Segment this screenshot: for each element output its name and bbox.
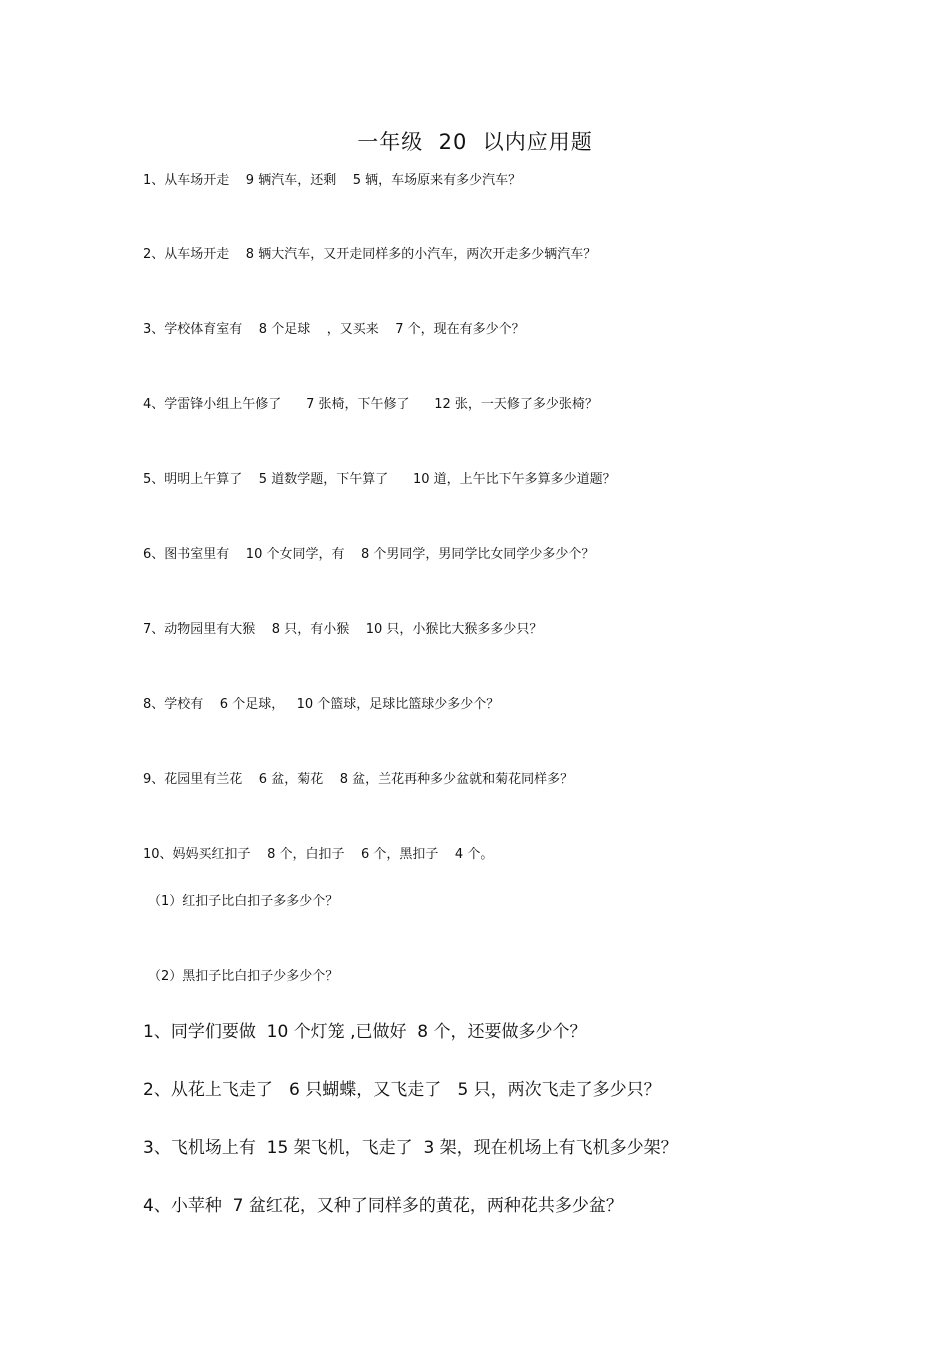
question-6: 6、图书室里有 10 个女同学，有 8 个男同学，男同学比女同学少多少个？: [143, 547, 595, 562]
question-4: 4、学雷锋小组上午修了 7 张椅，下午修了 12 张，一天修了多少张椅？: [143, 397, 598, 412]
extra-question-2: 2、从花上飞走了 6 只蝴蝶，又飞走了 5 只，两次飞走了多少只？: [143, 1080, 661, 1100]
question-2: 2、从车场开走 8 辆大汽车，又开走同样多的小汽车，两次开走多少辆汽车？: [143, 247, 597, 262]
worksheet-title: 一年级 20 以内应用题: [357, 130, 593, 154]
question-8: 8、学校有 6 个足球， 10 个篮球，足球比篮球少多少个？: [143, 697, 500, 712]
question-9: 9、花园里有兰花 6 盆，菊花 8 盆，兰花再种多少盆就和菊花同样多？: [143, 772, 574, 787]
extra-question-3: 3、飞机场上有 15 架飞机，飞走了 3 架，现在机场上有飞机多少架？: [143, 1138, 678, 1158]
subquestion-2: （2）黑扣子比白扣子少多少个？: [148, 969, 339, 984]
extra-question-4: 4、小苹种 7 盆红花，又种了同样多的黄花，两种花共多少盆？: [143, 1196, 623, 1216]
extra-question-1: 1、同学们要做 10 个灯笼 ,已做好 8 个，还要做多少个？: [143, 1022, 587, 1042]
question-5: 5、明明上午算了 5 道数学题，下午算了 10 道，上午比下午多算多少道题？: [143, 472, 616, 487]
subquestion-1: （1）红扣子比白扣子多多少个？: [148, 894, 339, 909]
question-10: 10、妈妈买红扣子 8 个，白扣子 6 个，黑扣子 4 个。: [143, 847, 494, 862]
question-1: 1、从车场开走 9 辆汽车，还剩 5 辆，车场原来有多少汽车？: [143, 173, 522, 188]
question-7: 7、动物园里有大猴 8 只，有小猴 10 只，小猴比大猴多多少只？: [143, 622, 543, 637]
question-3: 3、学校体育室有 8 个足球 ，又买来 7 个，现在有多少个？: [143, 322, 525, 337]
